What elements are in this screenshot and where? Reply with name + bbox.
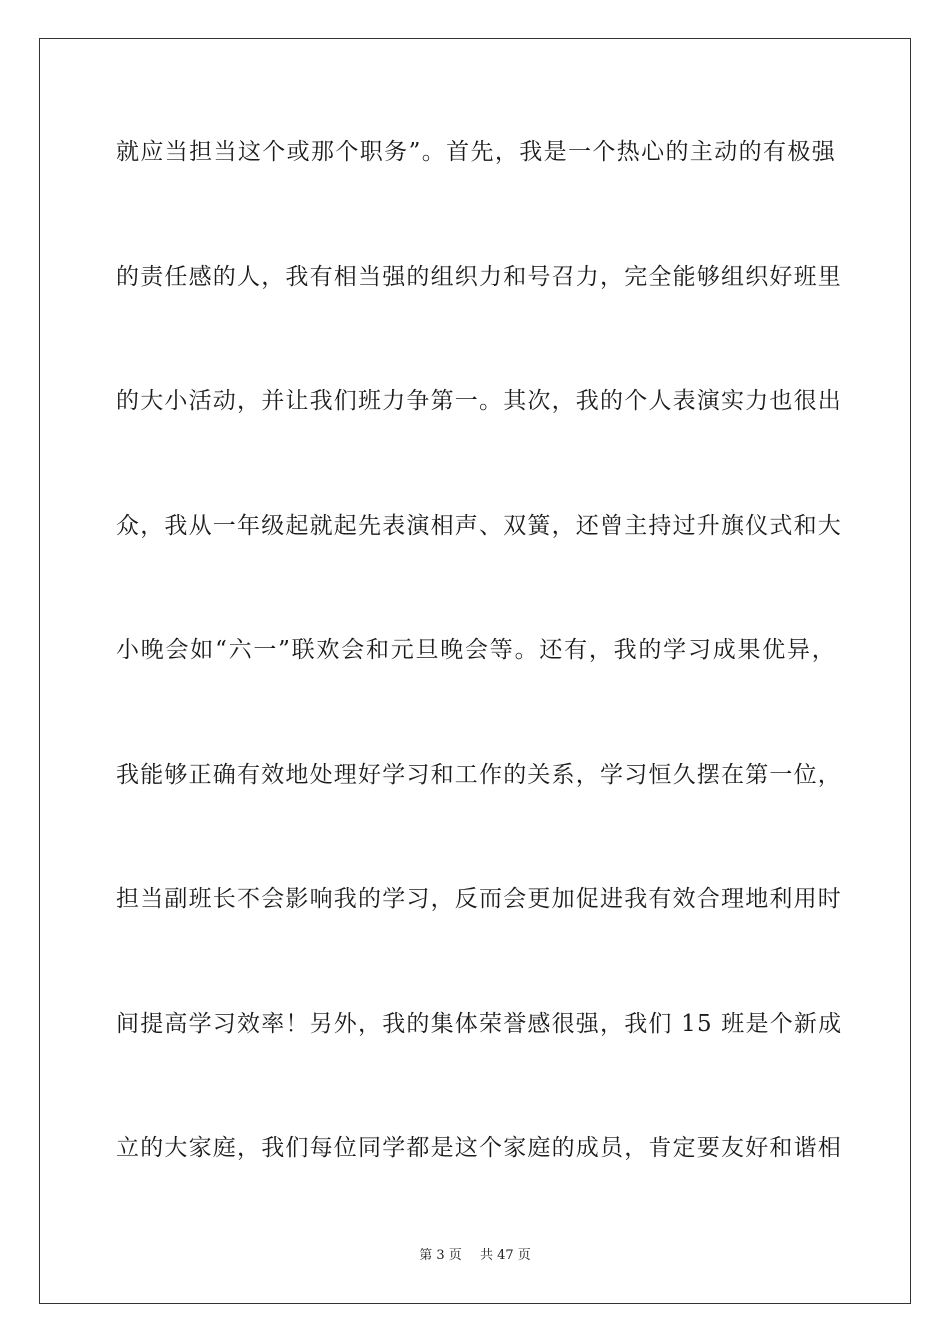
document-body [116,132,843,1253]
text-line-3: 的大小活动，并让我们班力争第一。其次，我的个人表演实力也很出 [116,388,842,414]
text-line-4: 众，我从一年级起就起先表演相声、双簧，还曾主持过升旗仪式和大 [116,512,842,539]
text-line-8: 间提高学习效率！另外，我的集体荣誉感很强，我们 15 班是个新成 [116,1010,843,1037]
text-line-2: 的责任感的人，我有相当强的组织力和号召力，完全能够组织好班里 [116,263,842,290]
page-total: 共 47 页 [479,1248,531,1263]
page-footer [0,1246,950,1266]
text-line-1: 就应当担当这个或那个职务”。首先，我是一个热心的主动的有极强 [116,139,836,165]
text-line-6: 我能够正确有效地处理好学习和工作的关系，学习恒久摆在第一位， [116,761,842,788]
text-line-5: 小晚会如“六一”联欢会和元旦晚会等。还有，我的学习成果优异， [116,637,836,663]
text-line-7: 担当副班长不会影响我的学习，反而会更加促进我有效合理地利用时 [116,886,842,912]
page-number: 第 3 页 [419,1248,462,1263]
text-line-9: 立的大家庭，我们每位同学都是这个家庭的成员，肯定要友好和谐相 [116,1135,842,1161]
